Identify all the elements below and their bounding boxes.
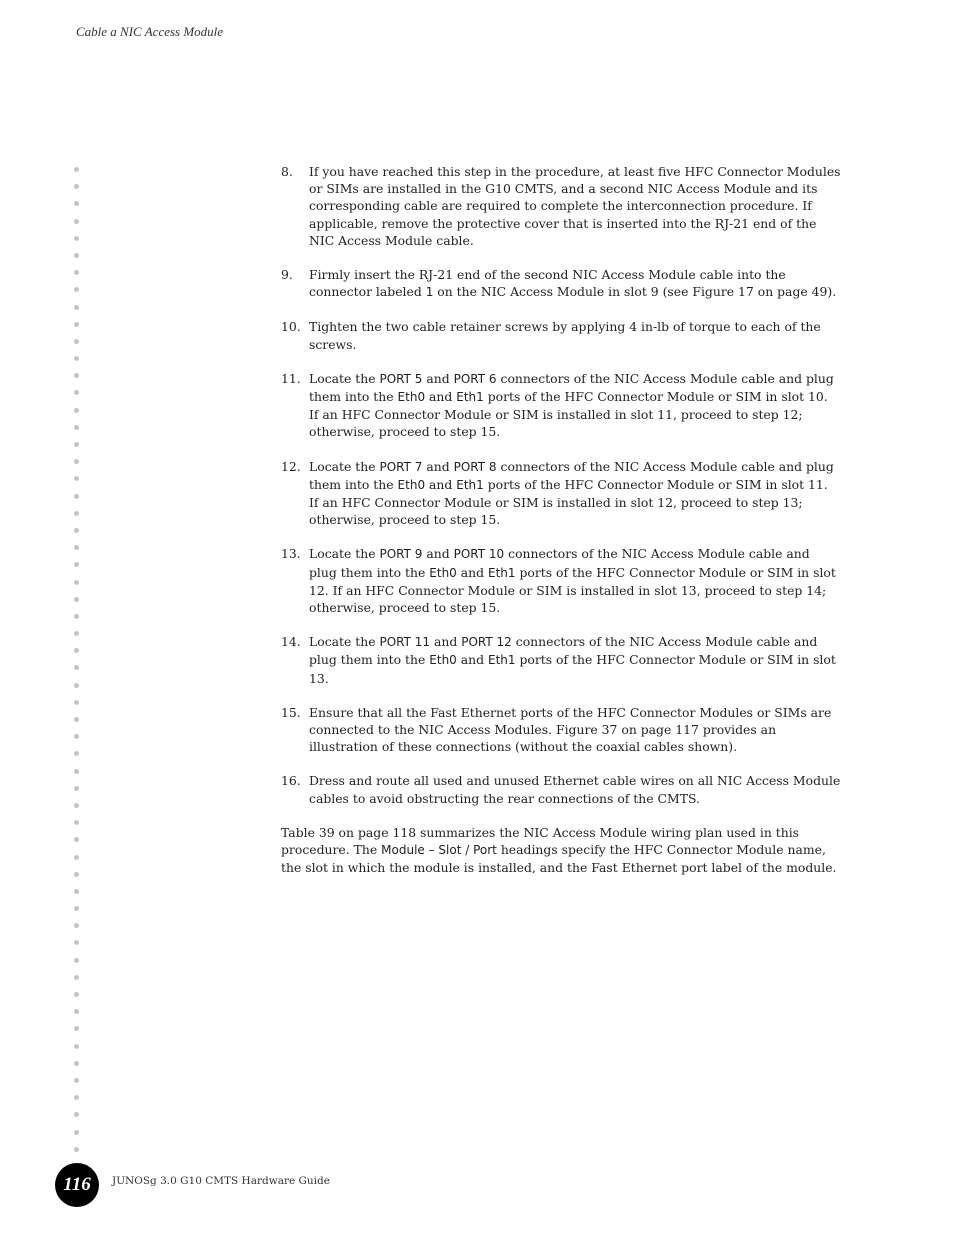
margin-dot xyxy=(74,459,79,464)
body-text: Locate the xyxy=(309,634,380,650)
body-text: connectors of the NIC Access Module cable and plug them into the xyxy=(309,634,818,668)
body-text: and xyxy=(422,458,454,474)
step-text xyxy=(309,545,841,616)
margin-dot xyxy=(74,820,79,825)
ui-label-text: Eth1 xyxy=(488,653,516,668)
step-text xyxy=(309,772,841,806)
procedure-step xyxy=(281,704,841,756)
ui-label-text: Eth0 xyxy=(429,653,457,668)
margin-dot xyxy=(74,339,79,344)
ui-label-text: Eth0 xyxy=(397,390,426,405)
ui-label-text: Eth1 xyxy=(488,565,516,580)
margin-dot xyxy=(74,236,79,241)
step-number: 10. xyxy=(281,319,301,335)
margin-dot xyxy=(74,940,79,945)
body-text: connectors of the NIC Access Module cable and plug them into the xyxy=(309,458,834,492)
body-text: ports of the HFC Connector Module or SIM in slot 11. If an HFC Connector Module or SIM is installed in slot 12, proceed to step 13; otherwise, proceed to step 15. xyxy=(309,476,828,528)
margin-dot xyxy=(74,201,79,206)
body-text: connectors of the NIC Access Module cable and plug them into the xyxy=(309,370,834,405)
procedure-step xyxy=(281,545,841,616)
step-number: 15. xyxy=(281,704,301,720)
procedure-step xyxy=(281,772,841,806)
ui-label-text: PORT 11 xyxy=(379,635,431,650)
body-text: Table 39 on page 118 summarizes the NIC Access Module wiring plan used in this procedure. The xyxy=(281,824,800,858)
margin-dot xyxy=(74,373,79,378)
margin-dot xyxy=(74,167,79,172)
margin-dot xyxy=(74,356,79,361)
step-number: 12. xyxy=(281,458,301,474)
running-header: Cable a NIC Access Module xyxy=(76,24,224,39)
ui-label-text: Module – Slot / Port xyxy=(381,843,497,858)
margin-dot xyxy=(74,1095,79,1100)
body-text: If you have reached this step in the procedure, at least five HFC Connector Modules or SIMs are installed in the G10 CMTS, and a second NIC Access Module and its corresponding cable are required to complete the interconnection procedure. If applicable, remove the protective cover that is inserted into the RJ-21 end of the NIC Access Module cable. xyxy=(309,164,841,248)
ui-label-text: PORT 9 xyxy=(379,547,423,562)
margin-dot xyxy=(74,1044,79,1049)
body-text: headings specify the HFC Connector Module name, the slot in which the module is installed, and the Fast Ethernet port label of the module. xyxy=(281,842,837,876)
margin-dot xyxy=(74,390,79,395)
margin-dot xyxy=(74,648,79,653)
margin-dot xyxy=(74,287,79,292)
margin-dot xyxy=(74,580,79,585)
body-text: Locate the xyxy=(309,370,380,386)
page-number: 116 xyxy=(63,1174,91,1195)
margin-dot xyxy=(74,1112,79,1117)
body-text: ports of the HFC Connector Module or SIM in slot 12. If an HFC Connector Module or SIM is installed in slot 13, proceed to step 14; otherwise, proceed to step 15. xyxy=(309,564,836,616)
margin-dot xyxy=(74,717,79,722)
ui-label-text: 1 xyxy=(425,285,434,300)
margin-dot xyxy=(74,906,79,911)
body-text: and xyxy=(456,652,488,668)
step-number: 8. xyxy=(281,164,293,179)
margin-dot xyxy=(74,1147,79,1152)
margin-dot xyxy=(74,769,79,774)
ui-label-text: PORT 10 xyxy=(453,547,505,562)
margin-dot xyxy=(74,855,79,860)
margin-dot xyxy=(74,803,79,808)
procedure-step xyxy=(281,163,841,249)
step-text xyxy=(309,163,841,249)
procedure-body xyxy=(281,163,841,877)
body-text: on the NIC Access Module in slot 9 (see Figure 17 on page 49). xyxy=(433,284,837,300)
margin-dot xyxy=(74,219,79,224)
margin-dot xyxy=(74,665,79,670)
step-text xyxy=(309,704,841,756)
margin-dot xyxy=(74,270,79,275)
ui-label-text: PORT 7 xyxy=(379,459,423,474)
margin-dot xyxy=(74,889,79,894)
margin-dot xyxy=(74,786,79,791)
body-text: connectors of the NIC Access Module cable and plug them into the xyxy=(309,546,810,580)
margin-dot xyxy=(74,494,79,499)
body-text: and xyxy=(425,389,457,405)
ui-label-text: PORT 6 xyxy=(453,371,497,386)
procedure-step xyxy=(281,318,841,352)
ui-label-text: PORT 8 xyxy=(453,459,497,474)
margin-dot xyxy=(74,923,79,928)
margin-dot xyxy=(74,545,79,550)
margin-dot xyxy=(74,614,79,619)
procedure-steps xyxy=(281,163,841,807)
body-text: Tighten the two cable retainer screws by applying 4 in-lb of torque to each of the screws. xyxy=(309,319,821,352)
ui-label-text: PORT 12 xyxy=(461,635,512,650)
margin-dot xyxy=(74,528,79,533)
step-text xyxy=(309,633,841,687)
margin-dot xyxy=(74,975,79,980)
margin-dot xyxy=(74,253,79,258)
body-text: Ensure that all the Fast Ethernet ports of the HFC Connector Modules or SIMs are connected to the NIC Access Modules. Figure 37 on page 117 provides an illustration of these connections (without the coaxial cables shown). xyxy=(309,704,832,755)
body-text: Firmly insert the RJ-21 end of the second NIC Access Module cable into the connector labeled xyxy=(309,267,786,300)
body-text: and xyxy=(430,634,462,650)
body-text: Locate the xyxy=(309,546,380,562)
body-text: ports of the HFC Connector Module or SIM in slot 10. If an HFC Connector Module or SIM is installed in slot 11, proceed to step 12; otherwise, proceed to step 15. xyxy=(309,389,828,440)
procedure-step xyxy=(281,458,841,529)
margin-dot xyxy=(74,442,79,447)
margin-dot xyxy=(74,597,79,602)
step-number: 13. xyxy=(281,546,301,562)
body-text: and xyxy=(425,476,457,492)
body-text: Locate the xyxy=(309,458,380,474)
margin-dot xyxy=(74,511,79,516)
footer-book-title: JUNOSg 3.0 G10 CMTS Hardware Guide xyxy=(112,1175,330,1187)
step-number: 9. xyxy=(281,267,293,283)
margin-dot xyxy=(74,408,79,413)
body-text: and xyxy=(422,546,454,562)
margin-dot xyxy=(74,958,79,963)
step-text xyxy=(309,458,841,529)
step-text xyxy=(309,370,841,441)
margin-dot xyxy=(74,1078,79,1083)
ui-label-text: Eth0 xyxy=(397,477,426,492)
body-text: and xyxy=(422,370,454,386)
margin-dot xyxy=(74,700,79,705)
procedure-step xyxy=(281,370,841,441)
ui-label-text: PORT 5 xyxy=(379,371,423,386)
step-number: 14. xyxy=(281,634,301,650)
margin-dot xyxy=(74,476,79,481)
margin-dot xyxy=(74,1026,79,1031)
margin-dot xyxy=(74,562,79,567)
margin-dot xyxy=(74,631,79,636)
page-number-badge xyxy=(55,1163,99,1207)
body-text: and xyxy=(456,564,488,580)
procedure-step xyxy=(281,633,841,687)
margin-dot xyxy=(74,992,79,997)
procedure-step xyxy=(281,266,841,301)
step-text xyxy=(309,318,841,352)
margin-dot xyxy=(74,305,79,310)
margin-dot xyxy=(74,872,79,877)
margin-dot xyxy=(74,1130,79,1135)
step-number: 16. xyxy=(281,773,301,789)
body-text: Dress and route all used and unused Ethernet cable wires on all NIC Access Module cables to avoid obstructing the rear connections of the CMTS. xyxy=(309,773,841,806)
margin-dot-rule xyxy=(74,167,82,1164)
margin-dot xyxy=(74,425,79,430)
ui-label-text: Eth1 xyxy=(456,390,484,405)
step-text xyxy=(309,266,841,301)
margin-dot xyxy=(74,1061,79,1066)
ui-label-text: Eth1 xyxy=(456,477,484,492)
body-text: ports of the HFC Connector Module or SIM in slot 13. xyxy=(309,652,836,686)
margin-dot xyxy=(74,1009,79,1014)
margin-dot xyxy=(74,734,79,739)
margin-dot xyxy=(74,751,79,756)
margin-dot xyxy=(74,837,79,842)
step-number: 11. xyxy=(281,370,301,386)
margin-dot xyxy=(74,184,79,189)
ui-label-text: Eth0 xyxy=(429,565,457,580)
closing-paragraph xyxy=(281,824,841,877)
margin-dot xyxy=(74,322,79,327)
margin-dot xyxy=(74,683,79,688)
